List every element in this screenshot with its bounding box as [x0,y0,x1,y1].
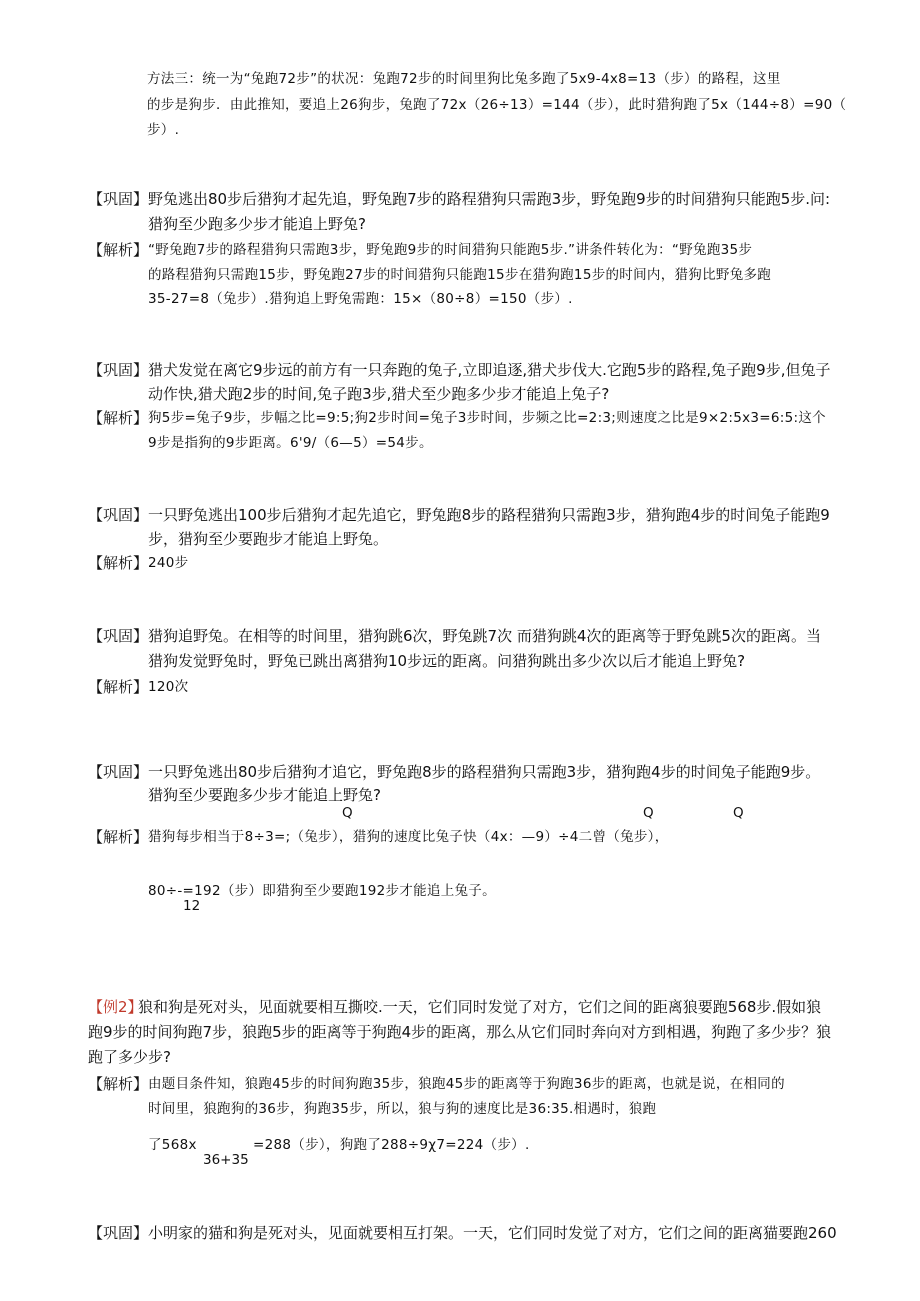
question-line-3: 跑了多少步? [88,1048,171,1066]
question-line-2: 猎狗至少要跑多少步才能追上野兔? [148,786,381,804]
analysis-line-1: 由题目条件知，狼跑45步的时间狗跑35步，狼跑45步的距离等于狗跑36步的距离，也就是说，在相同的 [148,1076,785,1092]
analysis-line-2: 时间里，狼跑狗的36步，狗跑35步，所以，狼与狗的速度比是36:35.相遇时，狼跑 [148,1101,657,1117]
analysis-tag: 【解析】 [88,1075,149,1093]
consolidate-tag: 【巩固】 [88,506,149,524]
analysis-line-1: “野兔跑7步的路程猎狗只需跑3步，野兔跑9步的时间猎狗只能跑5步.”讲条件转化为：“野兔跑35步 [148,242,753,258]
analysis-line-1: 120次 [148,679,189,695]
method3-line-3: 步）. [147,122,180,138]
fraction-denominator: 36+35 [203,1152,249,1168]
method3-line-1: 方法三：统一为“兔跑72步”的状况：兔跑72步的时间里狗比兔多跑了5x9-4x8=13（步）的路程，这里 [147,71,781,87]
analysis-line-3-right: =288（步），狗跑了288÷9χ7=224（步）. [253,1137,530,1153]
analysis-line-1: 240步 [148,555,189,571]
question-line-1: 一只野兔逃出80步后猎狗才追它，野兔跑8步的路程猎狗只需跑3步，猎狗跑4步的时间兔子能跑9步。 [148,763,821,781]
analysis-tag: 【解析】 [88,554,149,572]
analysis-line-2: 的路程猎狗只需跑15步，野兔跑27步的时间猎狗只能跑15步在猎狗跑15步的时间内，猎狗比野兔多跑 [148,267,772,283]
question-line-1: 一只野兔逃出100步后猎狗才起先追它，野兔跑8步的路程猎狗只需跑3步，猎狗跑4步的时间兔子能跑9 [148,506,830,524]
analysis-line-1: 狗5步=兔子9步，步幅之比=9:5;狗2步时间=兔子3步时间，步频之比=2:3;则速度之比是9×2:5x3=6:5:这个 [148,410,826,426]
example-tag: 【例2】 [88,998,143,1016]
consolidate-tag: 【巩固】 [88,1224,149,1242]
question-line-2: 步，猎狗至少要跑步才能追上野兔。 [148,530,389,548]
consolidate-tag: 【巩固】 [88,763,149,781]
consolidate-tag: 【巩固】 [88,361,149,379]
fraction-denominator: 12 [183,898,201,914]
analysis-line-3: 35-27=8（兔步）.猎狗追上野兔需跑：15×（80÷8）=150（步）. [148,291,573,307]
stray-mark: Q [733,805,744,821]
method3-line-2: 的步是狗步．由此推知，要追上26狗步，兔跑了72x（26÷13）=144（步），此时猎狗跑了5x（144÷8）=90（ [147,97,847,113]
analysis-line-2: 80÷-=192（步）即猎狗至少要跑192步才能追上兔子。 [148,883,496,899]
analysis-tag: 【解析】 [88,241,149,259]
analysis-line-3-left: 了568x [148,1137,197,1153]
stray-mark: Q [342,805,353,821]
question-line-1: 狼和狗是死对头，见面就要相互撕咬.一天，它们同时发觉了对方，它们之间的距离狼要跑568步.假如狼 [138,998,822,1016]
consolidate-tag: 【巩固】 [88,627,149,645]
question-line-2: 动作快,猎犬跑2步的时间,兔子跑3步,猎犬至少跑多少步才能追上兔子? [148,385,610,403]
analysis-tag: 【解析】 [88,678,149,696]
question-line-2: 跑9步的时间狗跑7步，狼跑5步的距离等于狗跑4步的距离，那么从它们同时奔向对方到相遇，狗跑了多少步？狼 [88,1023,832,1041]
analysis-tag: 【解析】 [88,828,149,846]
analysis-line-2: 9步是指狗的9步距离。6'9/（6—5）=54步。 [148,435,433,451]
question-line-1: 小明家的猫和狗是死对头，见面就要相互打架。一天，它们同时发觉了对方，它们之间的距离猫要跑260 [148,1224,837,1242]
question-line-1: 猎狗追野兔。在相等的时间里，猎狗跳6次，野兔跳7次 而猎狗跳4次的距离等于野兔跳5次的距离。当 [148,627,821,645]
question-line-2: 猎狗至少跑多少步才能追上野兔? [148,215,366,233]
question-line-2: 猎狗发觉野兔时，野兔已跳出离猎狗10步远的距离。问猎狗跳出多少次以后才能追上野兔? [148,652,746,670]
stray-mark: Q [643,805,654,821]
analysis-tag: 【解析】 [88,409,149,427]
analysis-line-1: 猎狗每步相当于8÷3=;（兔步），猎狗的速度比兔子快（4x：—9）÷4二曾（兔步）， [148,829,669,845]
question-line-1: 猎犬发觉在离它9步远的前方有一只奔跑的兔子,立即追逐,猎犬步伐大.它跑5步的路程,兔子跑9步,但兔子 [148,361,831,379]
question-line-1: 野兔逃出80步后猎狗才起先追，野兔跑7步的路程猎狗只需跑3步，野兔跑9步的时间猎狗只能跑5步.问: [148,190,831,208]
consolidate-tag: 【巩固】 [88,190,149,208]
